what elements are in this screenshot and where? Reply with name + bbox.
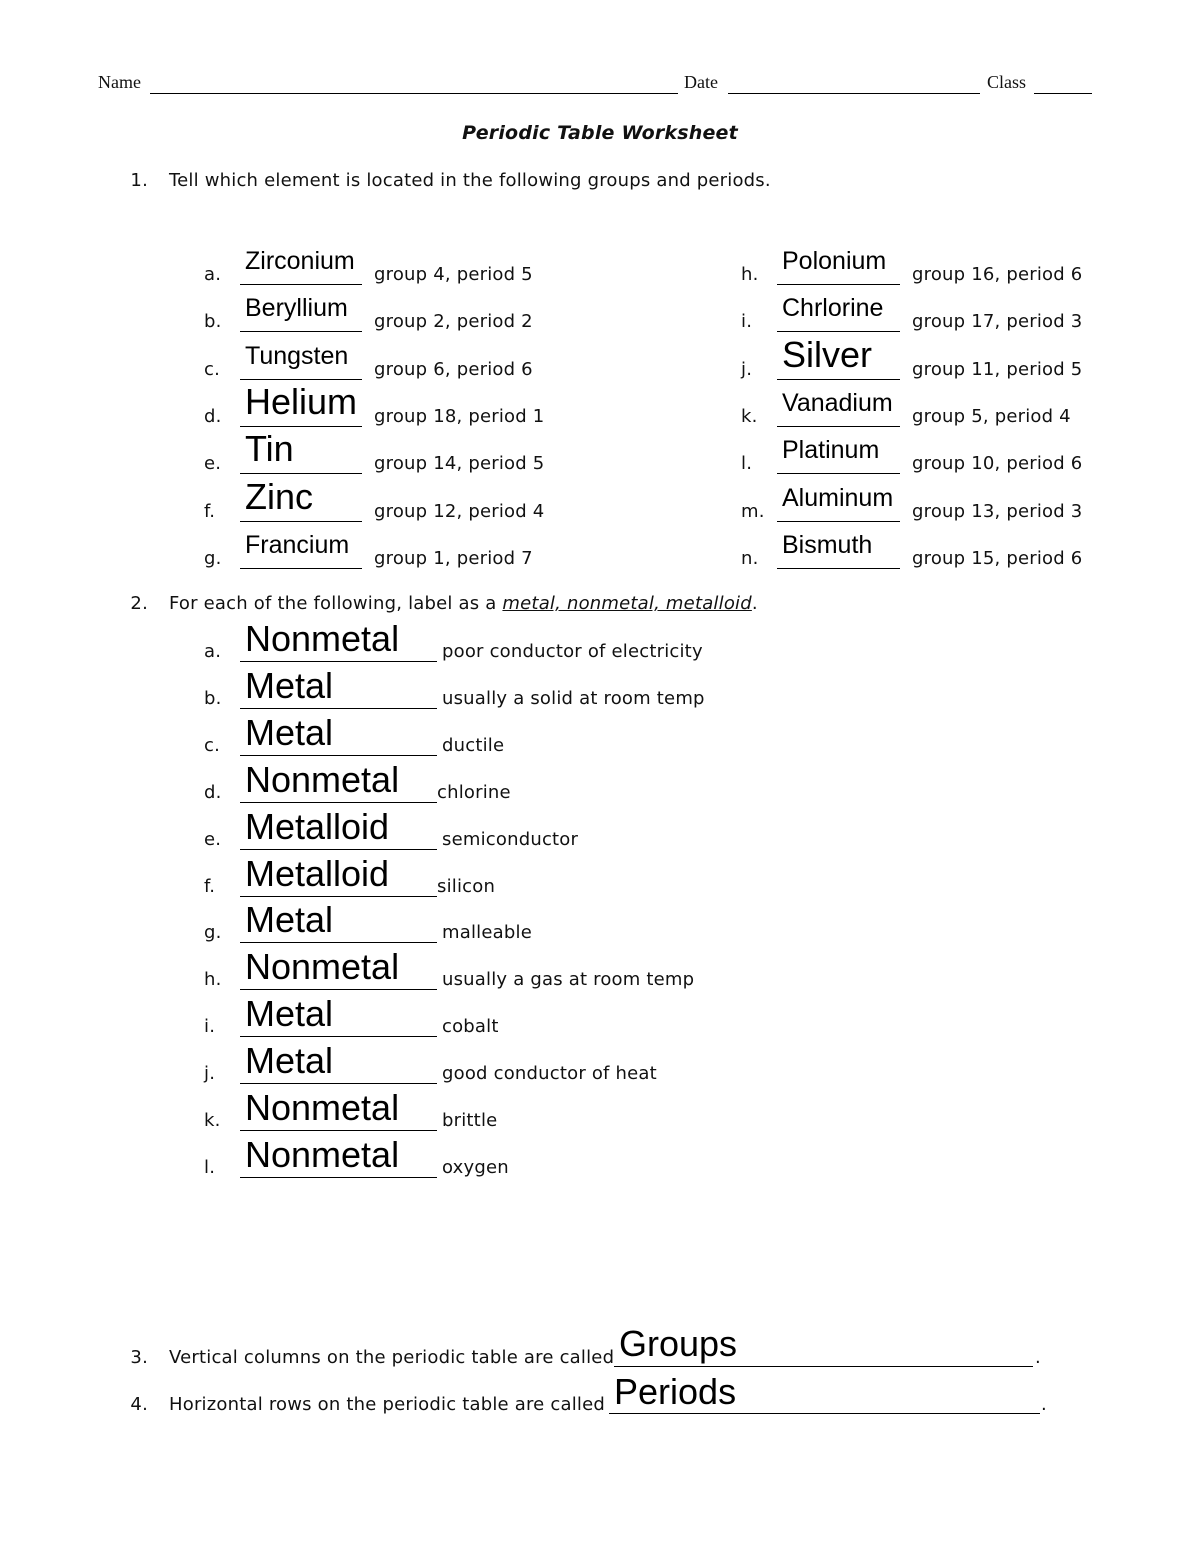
question-letter: b.: [204, 687, 222, 709]
property-clue: poor conductor of electricity: [442, 641, 703, 662]
q3-answer[interactable]: Groups: [619, 1323, 738, 1364]
answer-line: [240, 802, 437, 803]
q4-answer[interactable]: Periods: [614, 1371, 737, 1412]
property-clue: usually a solid at room temp: [442, 687, 705, 709]
q1-number: 1.: [130, 170, 148, 191]
question-letter: i.: [204, 1016, 216, 1038]
group-period-clue: group 1, period 7: [374, 547, 533, 569]
classification-answer[interactable]: Metal: [245, 664, 334, 706]
answer-line: [777, 473, 900, 474]
classification-answer[interactable]: Metal: [245, 711, 334, 753]
q1-prompt: Tell which element is located in the following groups and periods.: [169, 170, 771, 191]
classification-answer[interactable]: Metalloid: [245, 852, 390, 894]
answer-line: [240, 379, 362, 380]
group-period-clue: group 4, period 5: [374, 264, 533, 285]
answer-line: [240, 1177, 437, 1178]
answer-line: [777, 521, 900, 522]
q3-end: .: [1035, 1347, 1041, 1368]
answer-line: [240, 942, 437, 943]
question-letter: d.: [204, 781, 222, 803]
element-answer[interactable]: Aluminum: [782, 483, 894, 512]
q2-prompt: [169, 593, 758, 614]
q4-prompt: Horizontal rows on the periodic table are called: [169, 1394, 606, 1415]
question-letter: m.: [741, 500, 765, 522]
question-letter: l.: [204, 1156, 216, 1178]
group-period-clue: group 10, period 6: [912, 453, 1083, 475]
question-letter: e.: [204, 453, 222, 475]
property-clue: ductile: [442, 734, 505, 756]
question-letter: a.: [204, 264, 222, 285]
q4-number: 4.: [130, 1394, 148, 1415]
element-answer[interactable]: Zirconium: [245, 247, 355, 275]
answer-line: [240, 521, 362, 522]
answer-line: [240, 1036, 437, 1037]
answer-line: [240, 473, 362, 474]
class-field[interactable]: [1034, 93, 1092, 94]
question-letter: g.: [204, 922, 222, 944]
element-answer[interactable]: Silver: [782, 333, 873, 375]
group-period-clue: group 17, period 3: [912, 311, 1083, 333]
answer-line: [777, 568, 900, 569]
element-answer[interactable]: Chrlorine: [782, 294, 884, 323]
answer-line: [240, 284, 362, 285]
q2-prompt-options: metal, nonmetal, metalloid: [502, 593, 752, 614]
q4-end: .: [1041, 1394, 1047, 1415]
q3-answer-line: [614, 1366, 1033, 1367]
element-answer[interactable]: Helium: [245, 380, 358, 422]
date-field[interactable]: [728, 93, 980, 94]
property-clue: malleable: [442, 922, 532, 944]
property-clue: usually a gas at room temp: [442, 969, 695, 991]
question-letter: l.: [741, 453, 753, 475]
element-answer[interactable]: Zinc: [245, 475, 314, 517]
answer-line: [240, 1130, 437, 1131]
classification-answer[interactable]: Metalloid: [245, 805, 390, 847]
question-letter: a.: [204, 641, 222, 662]
question-letter: j.: [204, 1063, 216, 1085]
property-clue: semiconductor: [442, 828, 579, 850]
element-answer[interactable]: Beryllium: [245, 294, 348, 323]
question-letter: h.: [741, 264, 759, 285]
property-clue: brittle: [442, 1110, 498, 1131]
group-period-clue: group 14, period 5: [374, 453, 545, 475]
answer-line: [777, 426, 900, 427]
property-clue: silicon: [437, 875, 496, 897]
question-letter: f.: [204, 500, 216, 522]
group-period-clue: group 5, period 4: [912, 405, 1071, 427]
question-letter: f.: [204, 875, 216, 897]
name-label: Name: [98, 72, 141, 92]
answer-line: [240, 1083, 437, 1084]
question-letter: i.: [741, 311, 753, 333]
group-period-clue: group 11, period 5: [912, 358, 1083, 380]
question-letter: e.: [204, 828, 222, 850]
q3-number: 3.: [130, 1347, 148, 1368]
question-letter: c.: [204, 358, 221, 380]
group-period-clue: group 12, period 4: [374, 500, 545, 522]
answer-line: [240, 426, 362, 427]
classification-answer[interactable]: Metal: [245, 1040, 334, 1082]
question-letter: j.: [741, 358, 753, 380]
classification-answer[interactable]: Nonmetal: [245, 946, 400, 988]
answer-line: [240, 568, 362, 569]
q2-prompt-prefix: For each of the following, label as a: [169, 593, 503, 614]
element-answer[interactable]: Francium: [245, 530, 350, 559]
question-letter: h.: [204, 969, 222, 991]
class-label: Class: [987, 72, 1027, 92]
question-letter: c.: [204, 734, 221, 756]
element-answer[interactable]: Tin: [245, 428, 294, 470]
q2-number: 2.: [130, 593, 148, 614]
answer-line: [777, 331, 900, 332]
group-period-clue: group 2, period 2: [374, 311, 533, 333]
answer-line: [240, 896, 437, 897]
element-answer[interactable]: Tungsten: [245, 341, 349, 370]
question-letter: k.: [741, 405, 758, 427]
property-clue: good conductor of heat: [442, 1063, 657, 1085]
group-period-clue: group 6, period 6: [374, 358, 533, 380]
answer-line: [240, 661, 437, 662]
classification-answer[interactable]: Nonmetal: [245, 1133, 400, 1175]
name-field[interactable]: [150, 93, 678, 94]
element-answer[interactable]: Bismuth: [782, 530, 873, 559]
answer-line: [777, 379, 900, 380]
element-answer[interactable]: Vanadium: [782, 388, 893, 417]
answer-line: [240, 989, 437, 990]
group-period-clue: group 16, period 6: [912, 264, 1083, 285]
property-clue: oxygen: [442, 1156, 509, 1178]
question-letter: n.: [741, 547, 759, 569]
element-answer[interactable]: Platinum: [782, 436, 880, 465]
group-period-clue: group 15, period 6: [912, 547, 1083, 569]
group-period-clue: group 18, period 1: [374, 405, 545, 427]
q4-answer-line: [609, 1413, 1040, 1414]
answer-line: [240, 331, 362, 332]
q2-prompt-suffix: .: [751, 593, 758, 614]
answer-line: [240, 755, 437, 756]
worksheet-title: Periodic Table Worksheet: [462, 122, 738, 144]
element-answer[interactable]: Polonium: [782, 247, 887, 275]
property-clue: chlorine: [437, 781, 511, 803]
question-letter: k.: [204, 1110, 221, 1131]
answer-line: [777, 284, 900, 285]
property-clue: cobalt: [442, 1016, 499, 1038]
answer-line: [240, 849, 437, 850]
q3-prompt: Vertical columns on the periodic table are called: [169, 1347, 615, 1368]
answer-line: [240, 708, 437, 709]
classification-answer[interactable]: Nonmetal: [245, 758, 400, 800]
question-letter: g.: [204, 547, 222, 569]
question-letter: d.: [204, 405, 222, 427]
group-period-clue: group 13, period 3: [912, 500, 1083, 522]
date-label: Date: [684, 72, 718, 92]
question-letter: b.: [204, 311, 222, 333]
classification-answer[interactable]: Nonmetal: [245, 618, 400, 659]
classification-answer[interactable]: Metal: [245, 899, 334, 941]
classification-answer[interactable]: Metal: [245, 993, 334, 1035]
classification-answer[interactable]: Nonmetal: [245, 1087, 400, 1128]
